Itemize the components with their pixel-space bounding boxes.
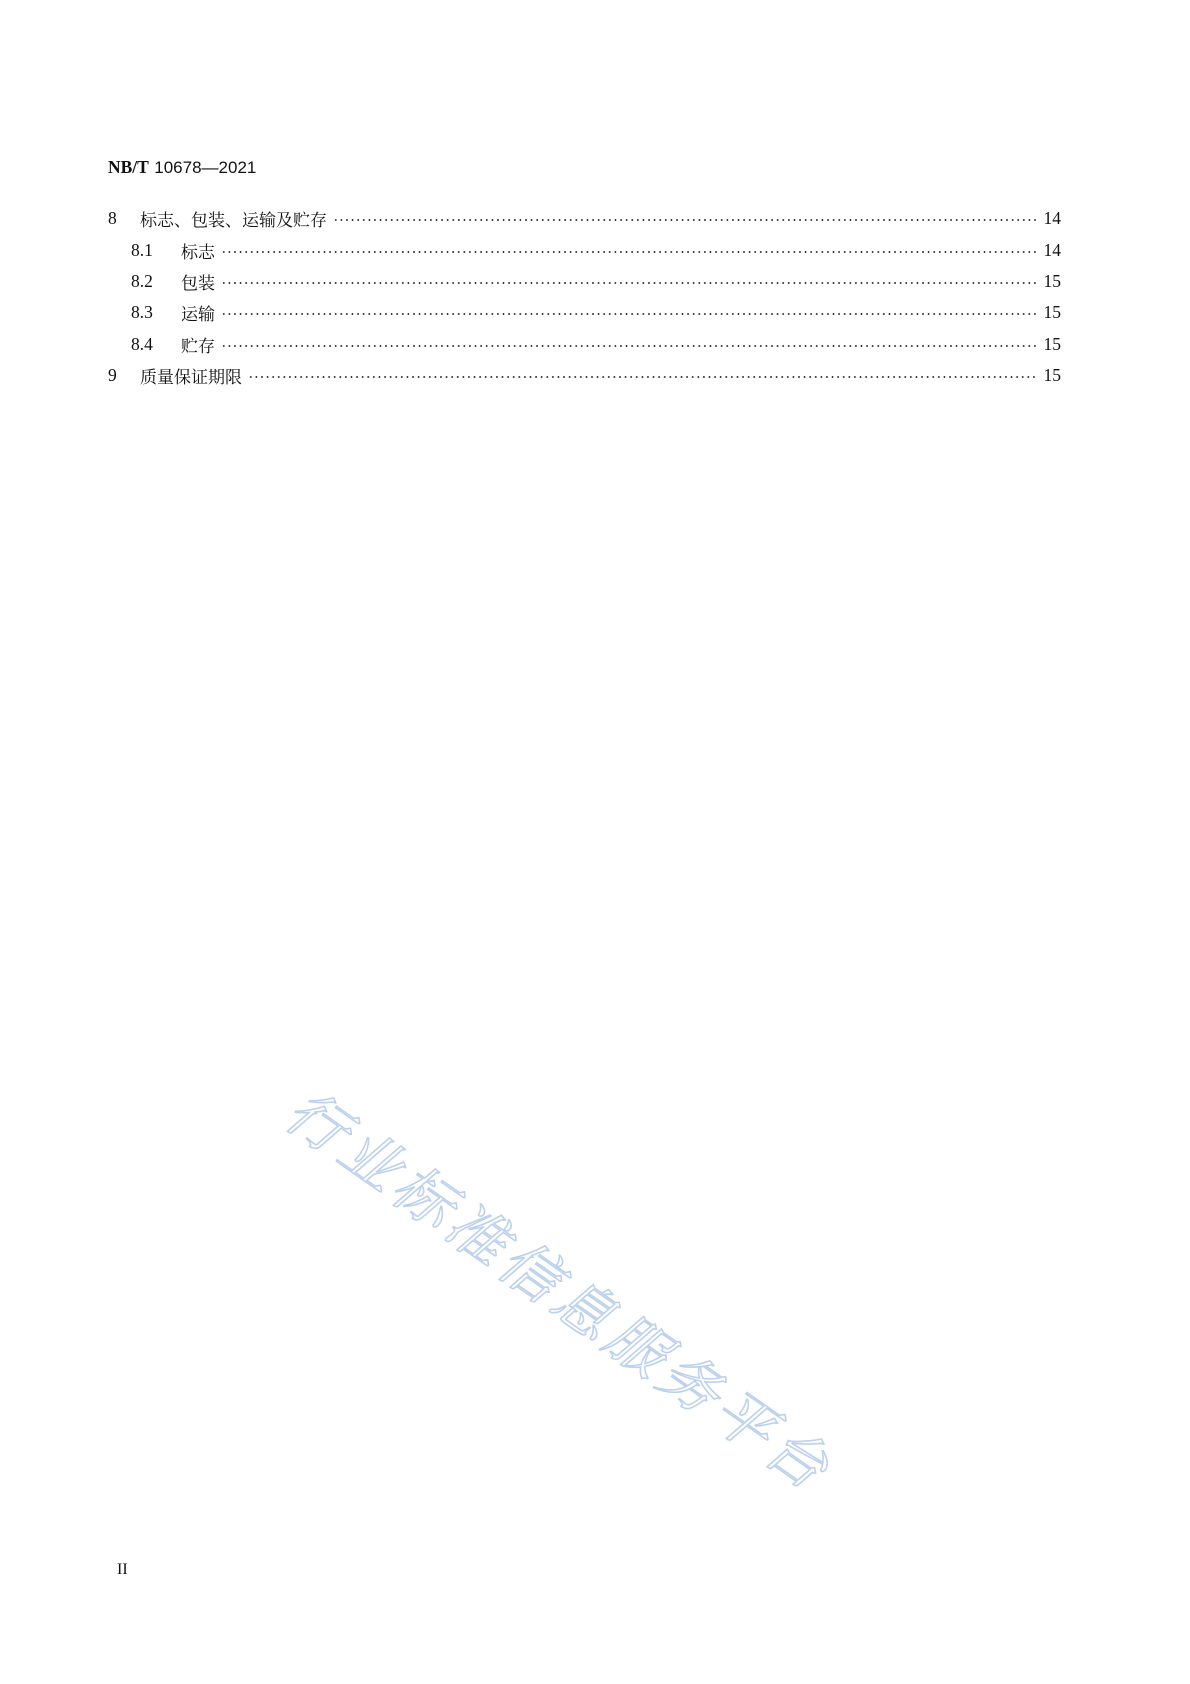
toc-entry-number: 8.2 xyxy=(131,270,153,291)
toc-dot-leader xyxy=(221,251,1036,253)
toc-dot-leader xyxy=(221,282,1036,284)
toc-dot-leader xyxy=(221,345,1036,347)
toc-entry-title: 标志、包装、运输及贮存 xyxy=(140,211,327,232)
toc-entry-title: 运输 xyxy=(181,305,215,326)
toc-entry-8-1[interactable] xyxy=(108,234,1061,265)
toc-entry-page: 15 xyxy=(1043,302,1061,323)
toc-entry-title: 质量保证期限 xyxy=(140,368,242,389)
toc-entry-number: 8 xyxy=(108,208,117,229)
toc-dot-leader xyxy=(333,219,1036,221)
toc-entry-page: 14 xyxy=(1043,208,1061,229)
toc-entry-page: 15 xyxy=(1043,270,1061,291)
toc-entry-8-3[interactable] xyxy=(108,297,1061,328)
toc-entry-8-2[interactable] xyxy=(108,266,1061,297)
toc-entry-title: 贮存 xyxy=(181,336,215,357)
watermark-text: 行业标准信息服务平台 xyxy=(273,1076,846,1506)
toc-entry-number: 9 xyxy=(108,365,117,386)
document-code xyxy=(108,156,256,179)
toc-dot-leader xyxy=(248,376,1036,378)
toc-entry-9[interactable] xyxy=(108,360,1061,391)
standard-prefix: NB/T xyxy=(108,157,149,177)
toc-entry-page: 15 xyxy=(1043,333,1061,354)
table-of-contents xyxy=(108,203,1061,391)
toc-entry-number: 8.1 xyxy=(131,239,153,260)
toc-entry-title: 标志 xyxy=(181,242,215,263)
toc-entry-title: 包装 xyxy=(181,273,215,294)
toc-entry-number: 8.4 xyxy=(131,333,153,354)
page-number: II xyxy=(117,1561,128,1578)
standard-number: 10678—2021 xyxy=(154,158,257,177)
toc-dot-leader xyxy=(221,313,1036,315)
toc-entry-number: 8.3 xyxy=(131,302,153,323)
toc-entry-8-4[interactable] xyxy=(108,329,1061,360)
toc-entry-page: 15 xyxy=(1043,365,1061,386)
toc-entry-8[interactable] xyxy=(108,203,1061,234)
toc-entry-page: 14 xyxy=(1043,239,1061,260)
